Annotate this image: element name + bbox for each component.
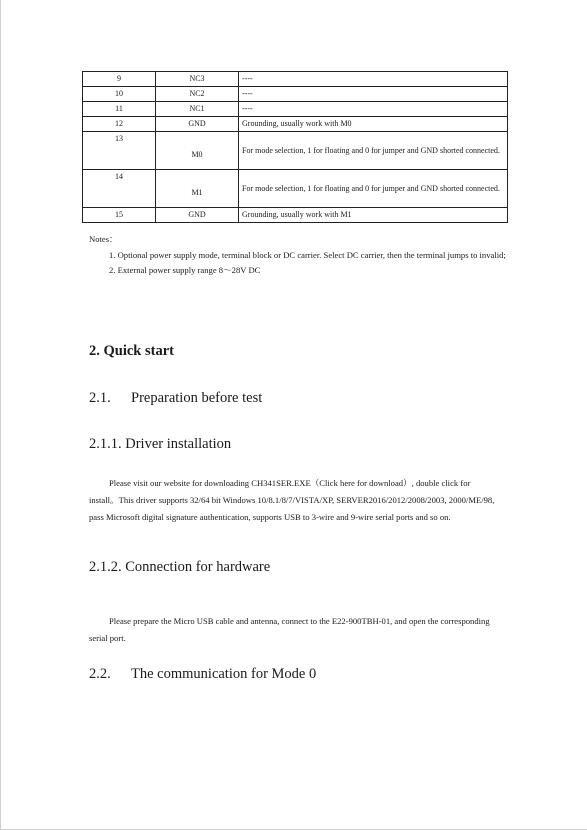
pin-number-cell: 9 xyxy=(83,72,156,87)
table-row xyxy=(83,208,508,223)
pin-description-cell: Grounding, usually work with M0 xyxy=(239,117,508,132)
table-row xyxy=(83,117,508,132)
section-heading-hardware-connection: 2.1.2. Connection for hardware xyxy=(89,559,271,575)
section-title: Preparation before test xyxy=(131,390,263,406)
pin-description-cell: ---- xyxy=(239,87,508,102)
section-number: 2.1. xyxy=(89,390,111,406)
section-heading-preparation xyxy=(89,390,262,407)
notes-title: Notes： xyxy=(89,234,118,244)
pin-description-cell: For mode selection, 1 for floating and 0 for jumper and GND shorted connected. xyxy=(239,132,508,170)
pin-description-cell: ---- xyxy=(239,102,508,117)
pin-number-cell: 14 xyxy=(83,170,156,208)
section-title: The communication for Mode 0 xyxy=(131,666,317,682)
pin-name-cell: NC3 xyxy=(156,72,239,87)
pin-number-cell: 11 xyxy=(83,102,156,117)
pin-name-cell: GND xyxy=(156,117,239,132)
pin-number-cell: 12 xyxy=(83,117,156,132)
driver-installation-text: Please visit our website for downloading CH341SER.EXE（Click here for download）, double click for install。This driver supports 32/64 bit Windows 10/8.1/8/7/VISTA/XP, SERVER2016/2012/2008/2003, 2000/ME/98, pass Microsoft digital signature authentication, supports USB to 3-wire and 9-wire serial ports and so on. xyxy=(89,478,495,522)
page-edge-left xyxy=(0,0,1,830)
pin-name-cell: NC2 xyxy=(156,87,239,102)
pin-name-cell: M0 xyxy=(156,132,239,170)
pin-name-cell: NC1 xyxy=(156,102,239,117)
pin-description-cell: For mode selection, 1 for floating and 0 for jumper and GND shorted connected. xyxy=(239,170,508,208)
pin-number-cell: 15 xyxy=(83,208,156,223)
notes-item-1: 1. Optional power supply mode, terminal block or DC carrier. Select DC carrier, then the terminal jumps to invalid; xyxy=(109,249,506,260)
pin-definition-table xyxy=(82,71,508,223)
table-row xyxy=(83,170,508,208)
pin-description-cell: ---- xyxy=(239,72,508,87)
table-row xyxy=(83,87,508,102)
section-heading-quick-start: 2. Quick start xyxy=(89,343,174,359)
table-row xyxy=(83,132,508,170)
driver-installation-paragraph xyxy=(89,475,501,526)
pin-number-cell: 10 xyxy=(83,87,156,102)
notes-block xyxy=(89,232,509,279)
table-row xyxy=(83,102,508,117)
table-row xyxy=(83,72,508,87)
notes-item-2: 2. External power supply range 8～28V DC xyxy=(109,265,261,275)
pin-name-cell: GND xyxy=(156,208,239,223)
pin-name-cell: M1 xyxy=(156,170,239,208)
hardware-connection-text: Please prepare the Micro USB cable and antenna, connect to the E22-900TBH-01, and open the corresponding serial port. xyxy=(89,616,490,643)
section-heading-driver-installation: 2.1.1. Driver installation xyxy=(89,436,232,452)
pin-number-cell: 13 xyxy=(83,132,156,170)
section-heading-mode-0 xyxy=(89,666,316,683)
hardware-connection-paragraph xyxy=(89,613,501,647)
pin-description-cell: Grounding, usually work with M1 xyxy=(239,208,508,223)
section-number: 2.2. xyxy=(89,666,111,682)
